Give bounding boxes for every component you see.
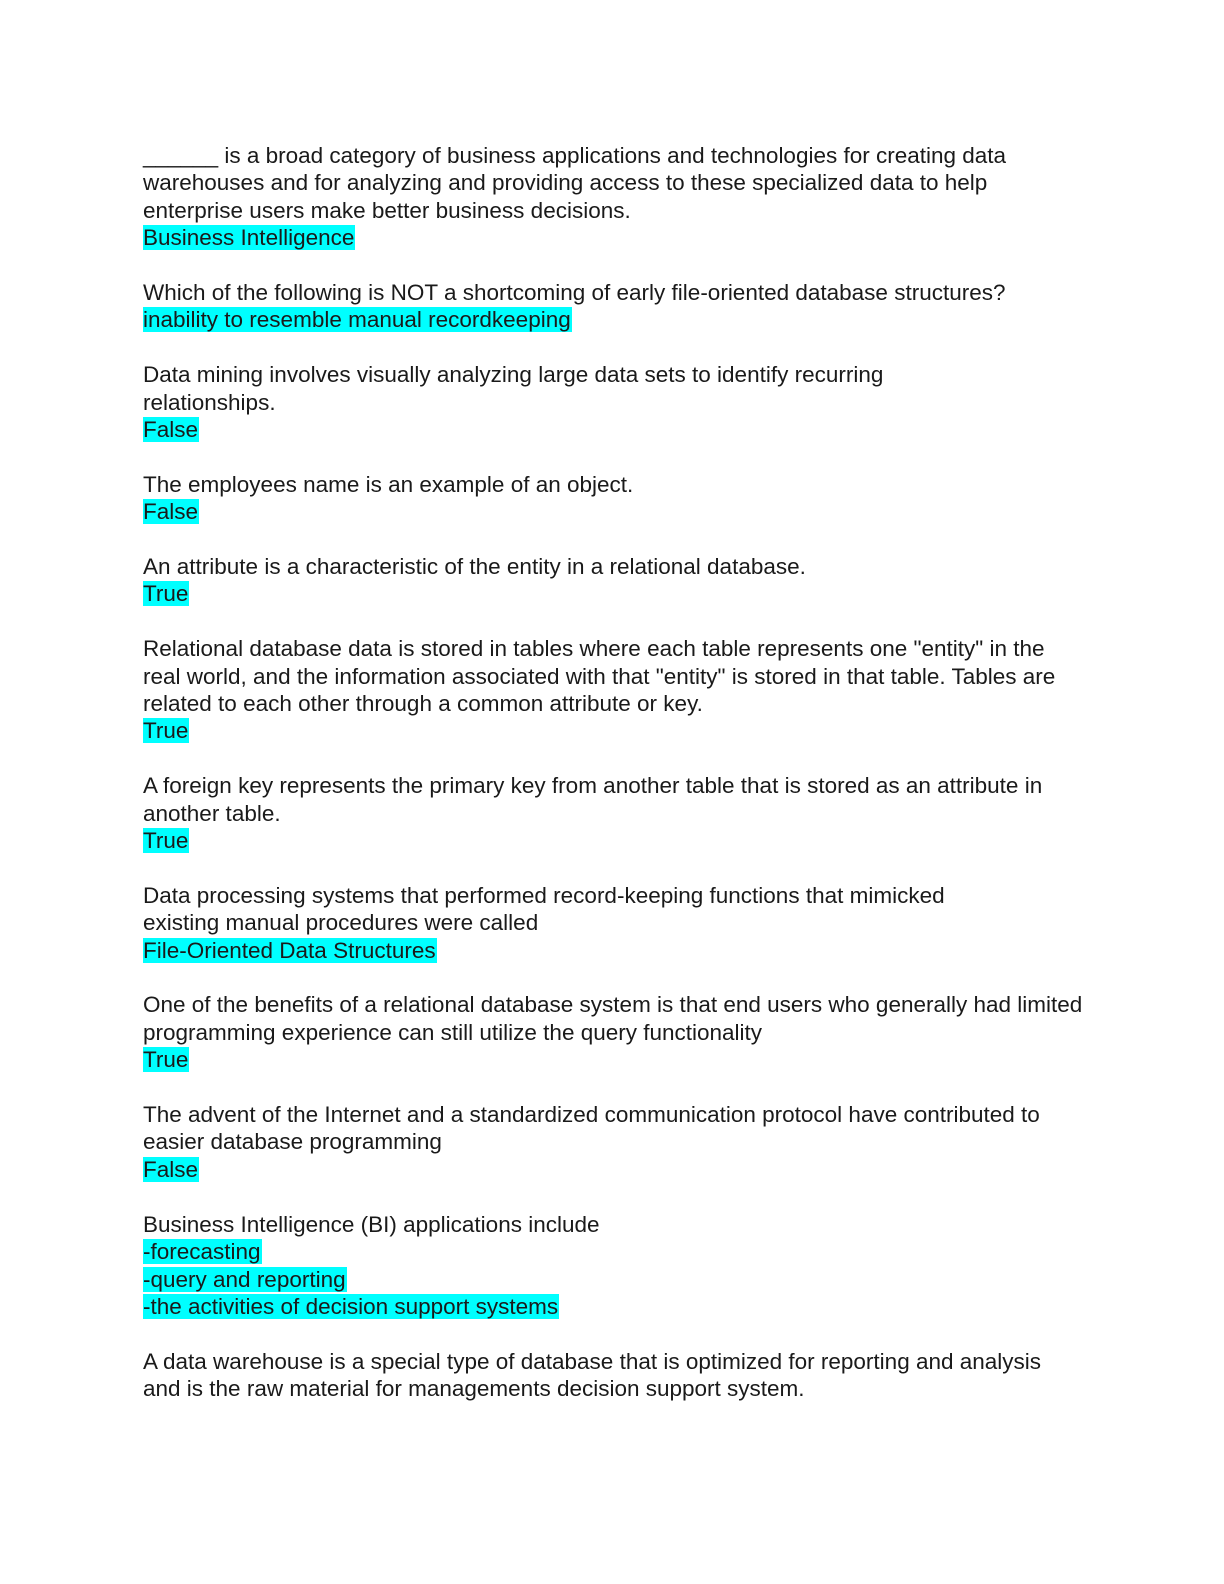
question-text: An attribute is a characteristic of the entity in a relational database. (143, 554, 806, 580)
qa-item-9 (143, 991, 1089, 1073)
question-text: Business Intelligence (BI) applications include (143, 1211, 600, 1237)
question-text: Data processing systems that performed record-keeping functions that mimicked existing manual procedures were called (143, 882, 951, 936)
qa-item-10 (143, 1101, 1083, 1183)
answer-highlight: -query and reporting (143, 1266, 346, 1292)
qa-item-4 (143, 471, 1083, 526)
answer-highlight: inability to resemble manual recordkeeping (143, 307, 571, 333)
qa-item-7 (143, 772, 1083, 854)
answer-highlight: Business Intelligence (143, 225, 355, 251)
question-text: ______ is a broad category of business applications and technologies for creating data warehouses and for analyzing and providing access to these specialized data to help enterprise users make better business decisions. (143, 143, 1013, 223)
question-text: The employees name is an example of an object. (143, 471, 634, 497)
qa-item-3 (143, 361, 1083, 443)
answer-highlight: -the activities of decision support systems (143, 1293, 559, 1319)
qa-item-5 (143, 553, 1083, 608)
qa-item-8 (143, 882, 1083, 964)
answer-highlight: True (143, 828, 189, 854)
question-text: A data warehouse is a special type of database that is optimized for reporting and analysis and is the raw material for managements decision support system. (143, 1348, 1048, 1402)
question-text: A foreign key represents the primary key from another table that is stored as an attribute in another table. (143, 773, 1049, 826)
answer-highlight: True (143, 1047, 189, 1073)
question-text: Relational database data is stored in tables where each table represents one "entity" in the real world, and the information associated with that "entity" is stored in that table. Tables are related to each other through a common attribute or key. (143, 636, 1062, 717)
qa-item-11 (143, 1211, 1083, 1321)
question-text: Which of the following is NOT a shortcoming of early file-oriented database structures? (143, 280, 1006, 306)
question-text: One of the benefits of a relational database system is that end users who generally had limited programming experience can still utilize the query functionality (143, 992, 1089, 1045)
qa-item-2 (143, 279, 1083, 334)
answer-highlight: False (143, 417, 199, 443)
question-text: Data mining involves visually analyzing large data sets to identify recurring relationships. (143, 362, 890, 415)
answer-highlight: True (143, 718, 189, 744)
answer-highlight: False (143, 1156, 199, 1182)
question-text: The advent of the Internet and a standardized communication protocol have contributed to easier database programming (143, 1102, 1047, 1155)
answer-highlight: True (143, 581, 189, 607)
answer-highlight: False (143, 499, 199, 525)
qa-item-6 (143, 635, 1083, 745)
qa-item-12 (143, 1348, 1083, 1403)
answer-highlight: -forecasting (143, 1239, 261, 1265)
answer-highlight: File-Oriented Data Structures (143, 937, 436, 963)
qa-item-1 (143, 142, 1083, 252)
document-page (143, 142, 1089, 1430)
